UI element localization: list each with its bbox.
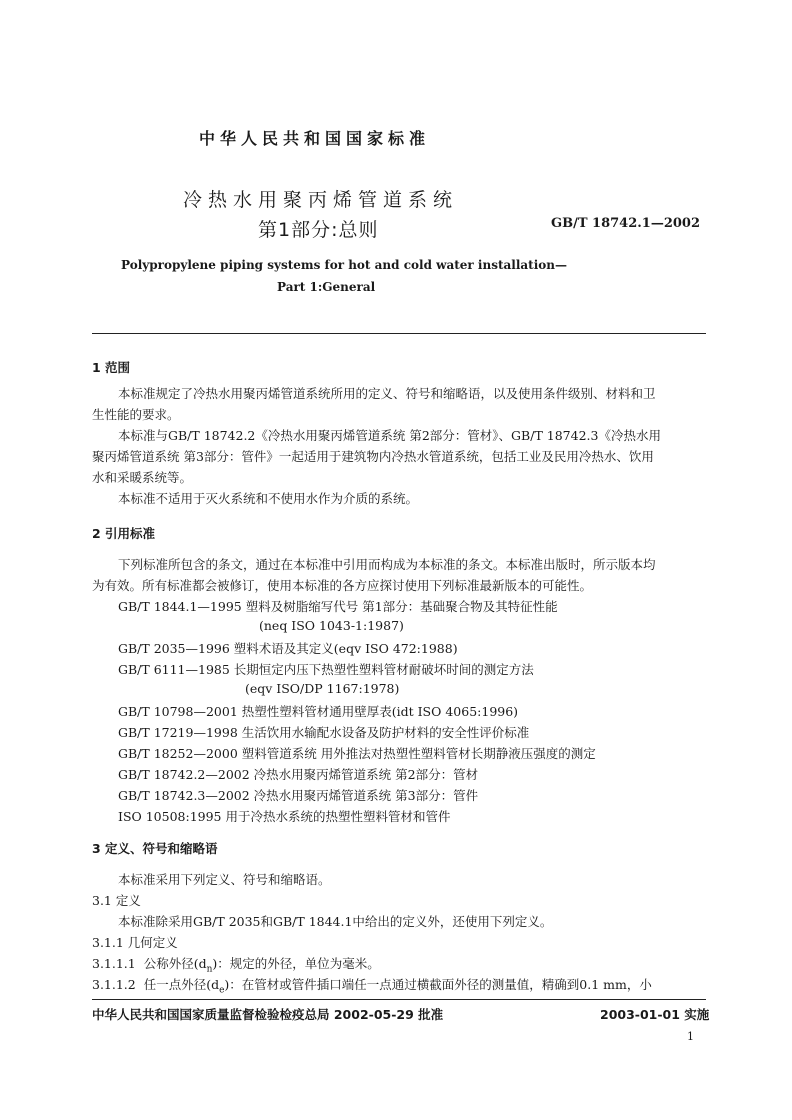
- footer-issuer: 中华人民共和国国家质量监督检验检疫总局 2002-05-29 批准: [92, 1007, 444, 1022]
- ref-item: (neq ISO 1043-1:1987): [259, 618, 404, 633]
- footer-effective-date: 2003-01-01 实施: [600, 1007, 710, 1022]
- s3-1-text: 本标准除采用GB/T 2035和GB/T 1844.1中给出的定义外，还使用下列定义。: [118, 914, 553, 929]
- clause-number: 3.1.1.1: [92, 956, 136, 971]
- section-3-heading: 3 定义、符号和缩略语: [92, 841, 218, 856]
- header-divider: [92, 333, 706, 334]
- s2-p1-line2: 为有效。所有标准都会被修订，使用本标准的各方应探讨使用下列标准最新版本的可能性。: [92, 578, 593, 593]
- ref-item: GB/T 6111—1985 长期恒定内压下热塑性塑料管材耐破坏时间的测定方法: [118, 662, 534, 677]
- ref-item: GB/T 2035—1996 塑料术语及其定义(eqv ISO 472:1988): [118, 641, 458, 656]
- standard-code: GB/T 18742.1—2002: [551, 216, 701, 231]
- ref-item: GB/T 1844.1—1995 塑料及树脂缩写代号 第1部分：基础聚合物及其特征性能: [118, 599, 558, 614]
- s1-p2-line3: 水和采暖系统等。: [92, 470, 193, 485]
- ref-item: (eqv ISO/DP 1167:1978): [245, 681, 400, 696]
- ref-item: GB/T 18742.3—2002 冷热水用聚丙烯管道系统 第3部分：管件: [118, 788, 479, 803]
- s3-1-heading: 3.1 定义: [92, 893, 141, 908]
- clause-text: 任一点外径(d: [143, 977, 220, 992]
- clause-text-rest: )：在管材或管件插口端任一点通过横截面外径的测量值，精确到0.1 mm，小: [224, 977, 652, 992]
- subscript: e: [219, 985, 225, 996]
- s1-p2-line1: 本标准与GB/T 18742.2《冷热水用聚丙烯管道系统 第2部分：管材》、GB/T 18742.3《冷热水用: [118, 428, 661, 443]
- page-number: 1: [687, 1030, 694, 1043]
- s1-p2-line2: 聚丙烯管道系统 第3部分：管件》一起适用于建筑物内冷热水管道系统，包括工业及民用冷热水、饮用: [92, 449, 654, 464]
- s1-p1-line1: 本标准规定了冷热水用聚丙烯管道系统所用的定义、符号和缩略语，以及使用条件级别、材料和卫: [118, 386, 656, 401]
- s3-intro: 本标准采用下列定义、符号和缩略语。: [118, 872, 331, 887]
- clause-text-rest: )：规定的外径，单位为毫米。: [212, 956, 380, 971]
- title-en-line1: Polypropylene piping systems for hot and cold water installation—: [121, 258, 568, 272]
- title-en-line2: Part 1:General: [277, 280, 376, 294]
- footer-divider: [92, 999, 706, 1000]
- title-cn-line1: 冷热水用聚丙烯管道系统: [183, 189, 459, 211]
- section-2-heading: 2 引用标准: [92, 526, 156, 541]
- ref-item: GB/T 10798—2001 热塑性塑料管材通用壁厚表(idt ISO 4065:1996): [118, 704, 519, 719]
- ref-item: GB/T 17219—1998 生活饮用水输配水设备及防护材料的安全性评价标准: [118, 725, 530, 740]
- s1-p3: 本标准不适用于灭火系统和不使用水作为介质的系统。: [118, 491, 419, 506]
- clause-number: 3.1.1.2: [92, 977, 136, 992]
- section-1-heading: 1 范围: [92, 360, 131, 375]
- s2-p1-line1: 下列标准所包含的条文，通过在本标准中引用而构成为本标准的条文。本标准出版时，所示版本均: [118, 557, 656, 572]
- s3-1-1-heading: 3.1.1 几何定义: [92, 935, 178, 950]
- s3-1-1-2: [92, 974, 652, 1002]
- title-cn-line2: 第1部分:总则: [258, 219, 379, 241]
- s1-p1-line2: 生性能的要求。: [92, 407, 180, 422]
- ref-item: ISO 10508:1995 用于冷热水系统的热塑性塑料管材和管件: [118, 809, 451, 824]
- clause-text: 公称外径(d: [143, 956, 207, 971]
- ref-item: GB/T 18742.2—2002 冷热水用聚丙烯管道系统 第2部分：管材: [118, 767, 479, 782]
- subscript: n: [206, 964, 213, 975]
- national-standard-heading: 中华人民共和国国家标准: [199, 129, 431, 148]
- ref-item: GB/T 18252—2000 塑料管道系统 用外推法对热塑性塑料管材长期静液压强度的测定: [118, 746, 596, 761]
